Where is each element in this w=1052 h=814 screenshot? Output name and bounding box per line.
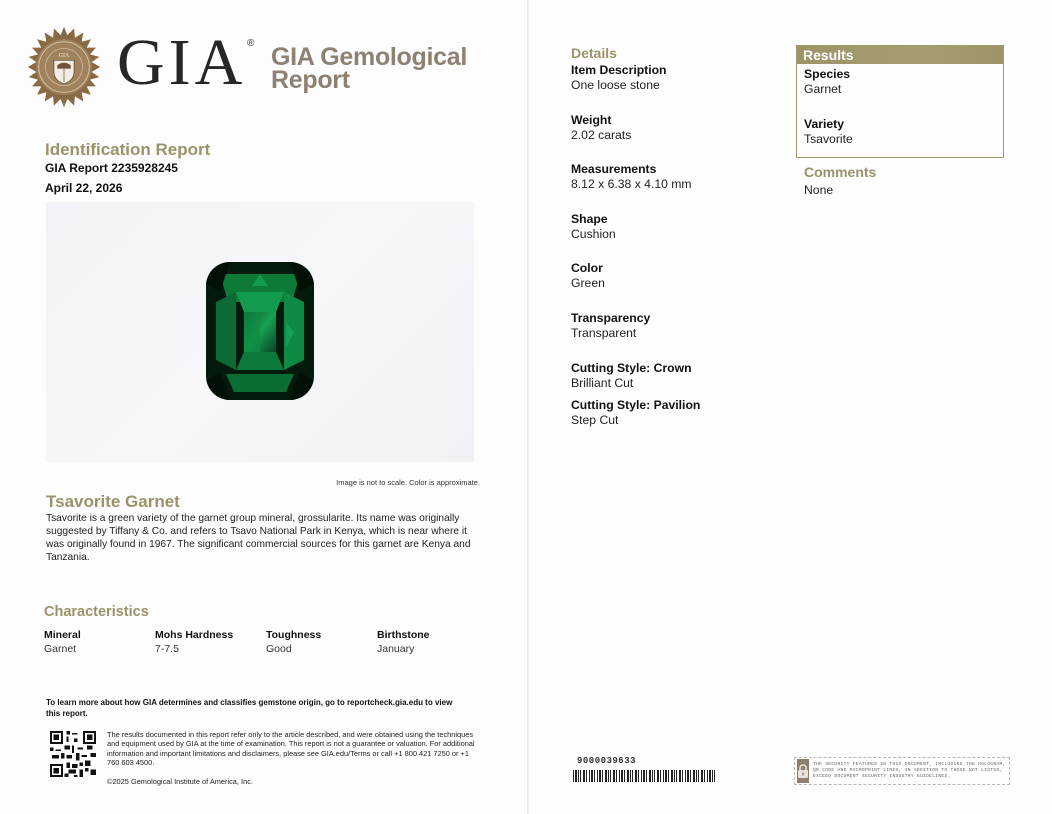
detail-measurements — [571, 162, 692, 192]
characteristic-value: Garnet — [44, 643, 77, 655]
characteristic-label: Toughness — [266, 629, 322, 641]
detail-label: Cutting Style: Pavilion — [571, 398, 701, 412]
report-date: April 22, 2026 — [45, 181, 123, 195]
detail-value: One loose stone — [571, 78, 660, 92]
characteristic-toughness — [266, 629, 377, 655]
detail-label: Color — [571, 261, 603, 275]
barcode-icon — [573, 770, 715, 782]
characteristic-mohs-hardness — [155, 629, 266, 655]
result-label: Variety — [804, 117, 844, 131]
detail-label: Measurements — [571, 162, 657, 176]
report-title-line1: GIA Gemological — [271, 43, 468, 71]
lock-icon — [797, 759, 809, 783]
detail-value: 2.02 carats — [571, 128, 632, 142]
variety-heading: Tsavorite Garnet — [46, 492, 180, 511]
registered-mark: ® — [247, 38, 255, 49]
characteristic-label: Mohs Hardness — [155, 629, 234, 641]
detail-value: Green — [571, 276, 605, 290]
results-heading: Results — [797, 46, 1003, 64]
detail-item-description — [571, 63, 667, 93]
characteristics-grid — [44, 629, 484, 655]
details-heading: Details — [571, 45, 617, 61]
detail-value: Brilliant Cut — [571, 376, 634, 390]
characteristic-value: 7-7.5 — [155, 643, 179, 655]
detail-label: Item Description — [571, 63, 667, 77]
result-variety — [804, 117, 853, 147]
characteristics-heading: Characteristics — [44, 604, 149, 620]
results-box — [796, 45, 1004, 158]
detail-label: Shape — [571, 212, 608, 226]
cushion-gemstone-image — [206, 262, 314, 400]
detail-label: Weight — [571, 113, 612, 127]
characteristic-value: January — [377, 643, 415, 655]
page-fold-divider — [527, 0, 529, 814]
characteristic-value: Good — [266, 643, 292, 655]
security-features-notice — [794, 757, 1010, 785]
detail-cutting-style-crown — [571, 361, 692, 391]
qr-code-icon[interactable] — [49, 731, 97, 777]
result-value: Garnet — [804, 82, 842, 96]
detail-transparency — [571, 311, 650, 341]
gia-seal-logo-icon — [22, 25, 106, 109]
report-title-line2: Report — [271, 66, 350, 94]
image-disclaimer-note: Image is not to scale. Color is approximate. — [336, 478, 480, 487]
characteristic-mineral — [44, 629, 155, 655]
copyright-notice: ©2025 Gemological Institute of America, Inc. — [107, 777, 253, 786]
detail-cutting-style-pavilion — [571, 398, 700, 428]
detail-shape — [571, 212, 616, 242]
learn-more-text: To learn more about how GIA determines and classifies gemstone origin, go to reportcheck.gia.edu to view this report. — [46, 698, 453, 718]
gia-wordmark: GIA — [117, 26, 247, 99]
characteristic-birthstone — [377, 629, 488, 655]
result-value: Tsavorite — [804, 132, 853, 146]
detail-label: Cutting Style: Crown — [571, 361, 692, 375]
detail-color — [571, 261, 605, 291]
report-number: GIA Report 2235928245 — [45, 161, 178, 175]
detail-value: Step Cut — [571, 413, 619, 427]
stone-image-panel — [46, 202, 474, 462]
characteristic-label: Mineral — [44, 629, 81, 641]
comments-heading: Comments — [804, 164, 877, 180]
detail-value: 8.12 x 6.38 x 4.10 mm — [571, 177, 692, 191]
report-type-title — [271, 43, 468, 94]
barcode-number: 9000039633 — [577, 756, 637, 766]
svg-text:GIA: GIA — [58, 52, 70, 59]
result-label: Species — [804, 67, 851, 81]
characteristic-label: Birthstone — [377, 629, 430, 641]
comments-value: None — [804, 183, 834, 197]
detail-value: Cushion — [571, 227, 616, 241]
security-notice-text: THE SECURITY FEATURES IN THIS DOCUMENT, INCLUDING THE HOLOGRAM, QR CODE AND MICROPRINT LINES, IN ADDITION TO THOSE NOT LISTED, EXCEED DOCUMENT SECURITY INDUSTRY GUIDELINES. — [813, 761, 1006, 780]
detail-label: Transparency — [571, 311, 651, 325]
detail-weight — [571, 113, 631, 143]
identification-report-heading: Identification Report — [45, 140, 211, 159]
detail-value: Transparent — [571, 326, 637, 340]
report-disclaimer: The results documented in this report refer only to the article described, and were obtained using the techniques and equipment used by GIA at the time of examination. This report is not a guarantee or valuation. For additional information and important limitations and disclaimers, please see GIA.edu/Terms or call +1 800 421 7250 or +1 760 603 4500. — [107, 730, 475, 768]
result-species — [804, 67, 850, 97]
variety-description: Tsavorite is a green variety of the garnet group mineral, grossularite. Its name was originally suggested by Tiffany & Co. and refers to Tsavo National Park in Kenya, which is near where it was originally found in 1967. The significant commercial sources for this garnet are Kenya and Tanzania. — [46, 513, 471, 563]
